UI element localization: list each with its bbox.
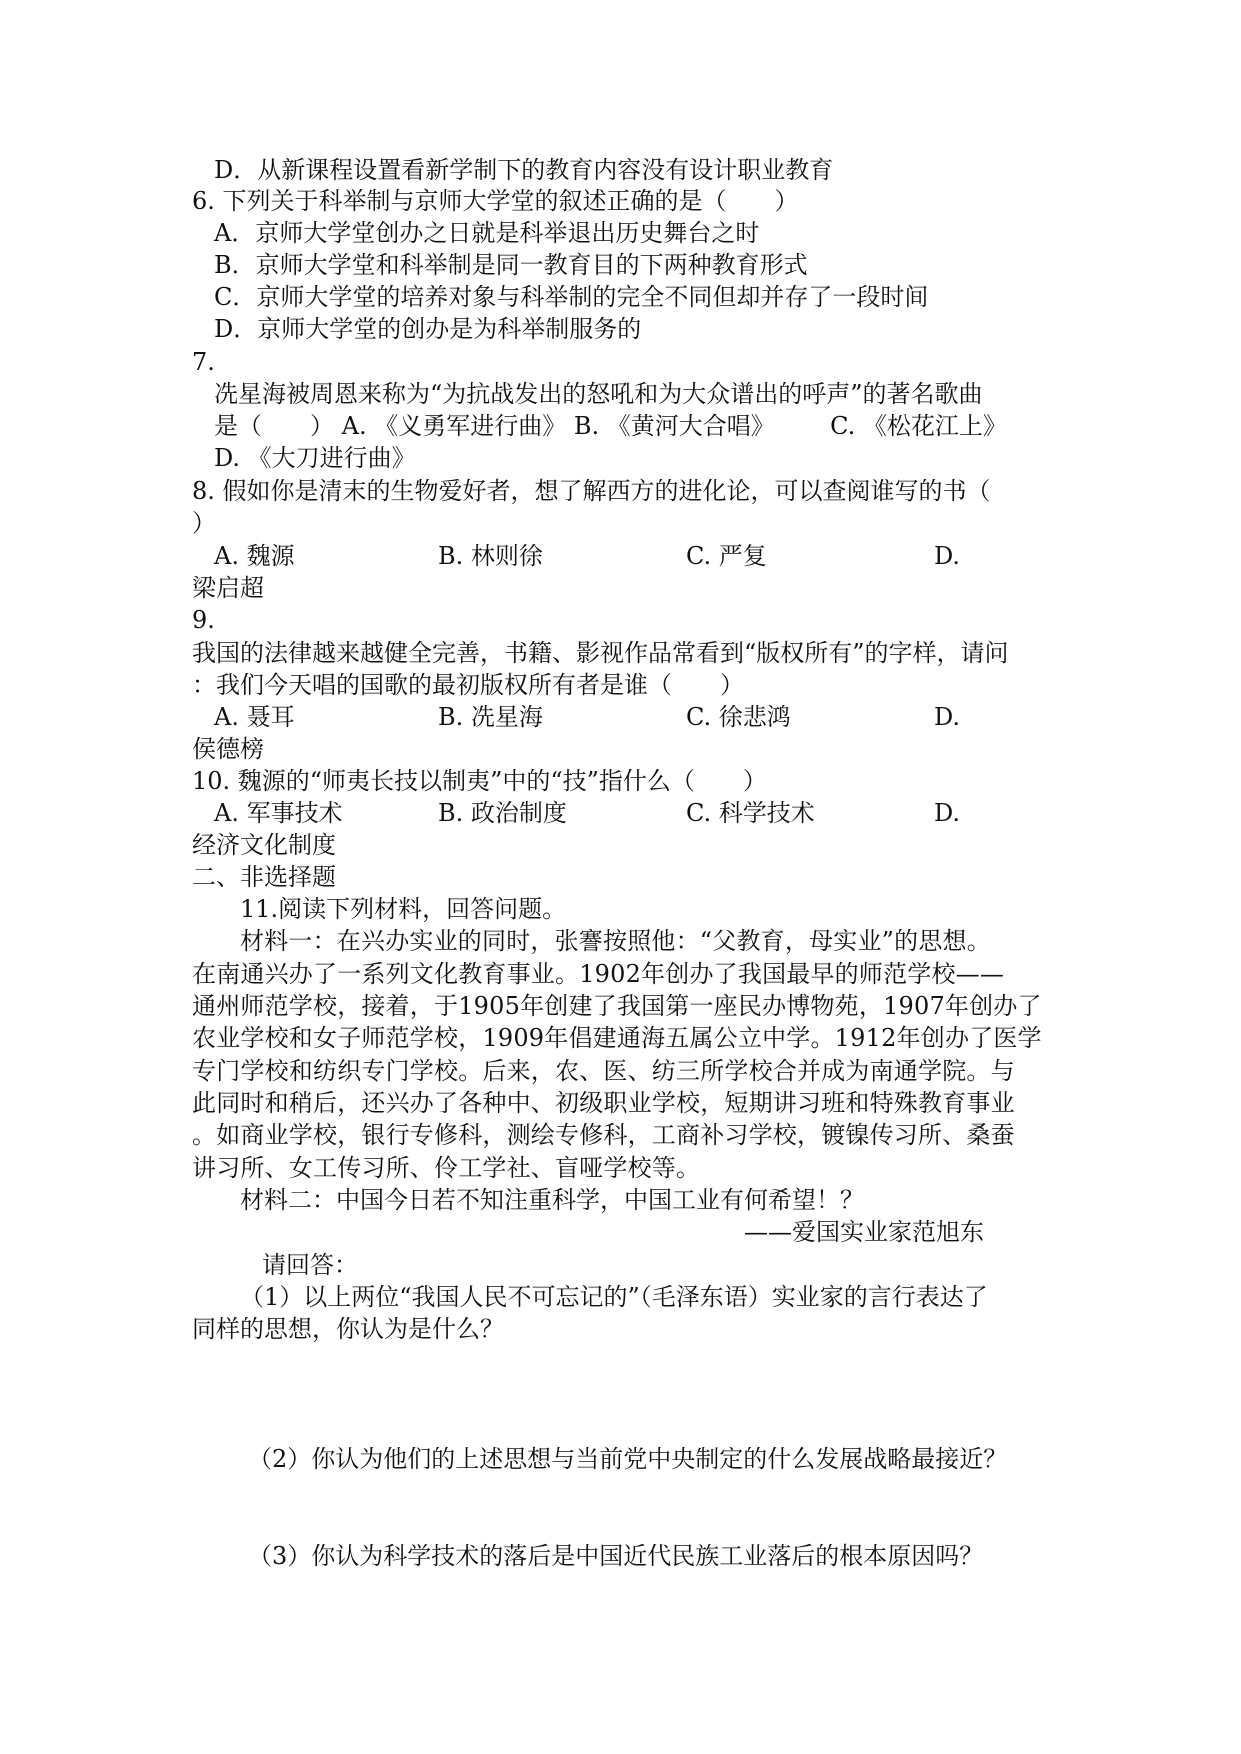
q9-stem-line2: ：我们今天唱的国歌的最初版权所有者是谁（ ） xyxy=(192,671,744,699)
answer-prompt: 请回答： xyxy=(262,1251,358,1279)
material1-line: 在南通兴办了一系列文化教育事业。1902年创办了我国最早的师范学校—— xyxy=(192,960,1005,988)
q9-option-c: C. 徐悲鸿 xyxy=(686,703,791,731)
q8-option-d-text: 梁启超 xyxy=(192,574,264,602)
q5-option-d: D．从新课程设置看新学制下的教育内容没有设计职业教育 xyxy=(214,156,834,184)
q9-number: 9. xyxy=(192,606,215,634)
material1-line: 材料一：在兴办实业的同时，张謇按照他：“父教育，母实业”的思想。 xyxy=(240,927,991,955)
q11-intro: 11.阅读下列材料，回答问题。 xyxy=(240,895,567,923)
q10-option-c: C. 科学技术 xyxy=(686,799,815,827)
q7-number: 7. xyxy=(192,348,215,376)
material1-line: 。如商业学校，银行专修科，测绘专修科，工商补习学校，镀镍传习所、桑蚕 xyxy=(192,1121,1015,1149)
q10-option-b: B. 政治制度 xyxy=(438,799,567,827)
q7-stem-line1: 冼星海被周恩来称为“为抗战发出的怒吼和为大众谱出的呼声”的著名歌曲 xyxy=(214,380,983,408)
material1-line: 农业学校和女子师范学校，1909年倡建通海五属公立中学。1912年创办了医学 xyxy=(192,1024,1042,1052)
material1-line: 此同时和稍后，还兴办了各种中、初级职业学校，短期讲习班和特殊教育事业 xyxy=(192,1089,1015,1117)
q7-stem-line2 xyxy=(214,411,1007,441)
q6-option-c: C．京师大学堂的培养对象与科举制的完全不同但却并存了一段时间 xyxy=(214,283,929,311)
q6-option-b: B．京师大学堂和科举制是同一教育目的下两种教育形式 xyxy=(214,251,808,279)
q6-stem: 6. 下列关于科举制与京师大学堂的叙述正确的是（ ） xyxy=(192,187,799,215)
q7-option-d: D. 《大刀进行曲》 xyxy=(214,444,416,472)
q8-option-d: D. xyxy=(934,542,961,570)
q9-option-a: A. 聂耳 xyxy=(214,703,295,731)
material1-line: 讲习所、女工传习所、伶工学社、盲哑学校等。 xyxy=(192,1154,701,1182)
q9-option-d-text: 侯德榜 xyxy=(192,735,264,763)
q8-option-c: C. 严复 xyxy=(686,542,767,570)
q10-stem: 10. 魏源的“师夷长技以制夷”中的“技”指什么（ ） xyxy=(192,767,767,795)
q8-stem-line2: ） xyxy=(192,509,216,537)
q10-option-d-text: 经济文化制度 xyxy=(192,831,336,859)
q9-stem-line1: 我国的法律越来越健全完善，书籍、影视作品常看到“版权所有”的字样，请问 xyxy=(192,639,1009,667)
q10-option-a: A. 军事技术 xyxy=(214,799,343,827)
sub-question-1-line1: （1）以上两位“我国人民不可忘记的”（毛泽东语）实业家的言行表达了 xyxy=(240,1283,988,1311)
section-heading: 二、非选择题 xyxy=(192,863,336,891)
sub-question-1-line2: 同样的思想，你认为是什么？ xyxy=(192,1315,504,1343)
material1-line: 专门学校和纺织专门学校。后来，农、医、纺三所学校合并成为南通学院。与 xyxy=(192,1057,1015,1085)
material1-line: 通州师范学校，接着，于1905年创建了我国第一座民办博物苑，1907年创办了 xyxy=(192,992,1042,1020)
q9-option-d: D. xyxy=(934,703,961,731)
q7-option-b: B. 《黄河大合唱》 xyxy=(573,412,775,440)
sub-question-2: （2）你认为他们的上述思想与当前党中央制定的什么发展战略最接近？ xyxy=(248,1445,1008,1473)
material2-source: ——爱国实业家范旭东 xyxy=(744,1218,984,1246)
q7-option-c: C. 《松花江上》 xyxy=(830,412,1007,440)
q6-option-a: A．京师大学堂创办之日就是科举退出历史舞台之时 xyxy=(214,219,760,247)
q8-option-b: B. 林则徐 xyxy=(438,542,543,570)
material2: 材料二：中国今日若不知注重科学，中国工业有何希望！？ xyxy=(240,1186,864,1214)
q10-option-d: D. xyxy=(934,799,961,827)
q7-stem-prefix: 是（ ） xyxy=(214,412,334,440)
q8-stem-line1: 8. 假如你是清末的生物爱好者，想了解西方的进化论，可以查阅谁写的书（ xyxy=(192,477,991,505)
q7-option-a: A. 《义勇军进行曲》 xyxy=(341,412,567,440)
q8-option-a: A. 魏源 xyxy=(214,542,295,570)
q9-option-b: B. 冼星海 xyxy=(438,703,543,731)
sub-question-3: （3）你认为科学技术的落后是中国近代民族工业落后的根本原因吗？ xyxy=(248,1542,984,1570)
q6-option-d: D．京师大学堂的创办是为科举制服务的 xyxy=(214,315,642,343)
